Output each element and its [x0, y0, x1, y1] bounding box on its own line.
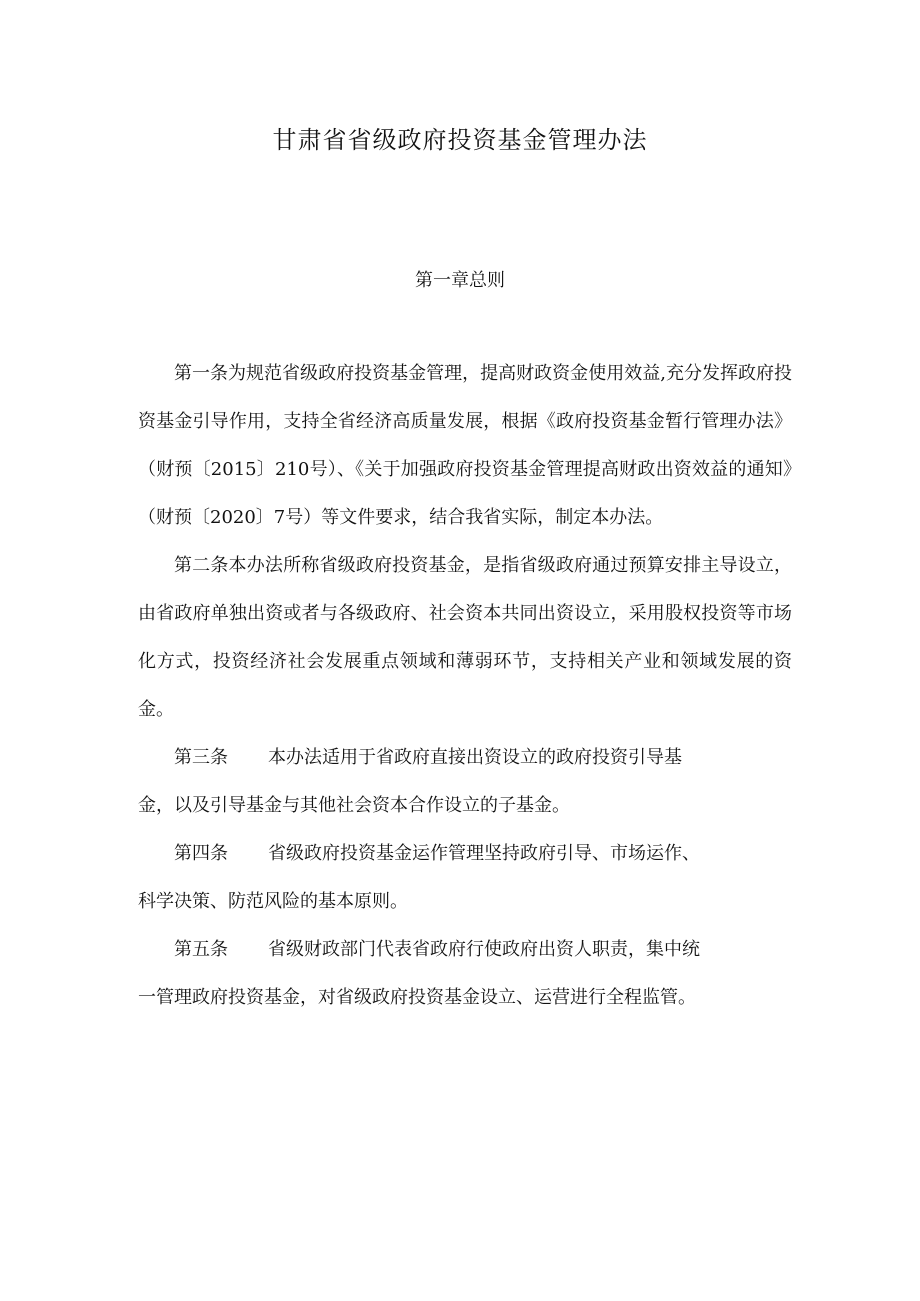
- article-2: 第二条本办法所称省级政府投资基金，是指省级政府通过预算安排主导设立，由省政府单独出资或者与各级政府、社会资本共同出资设立，采用股权投资等市场化方式，投资经济社会发展重点领域和薄弱环节，支持相关产业和领域发展的资金。: [138, 555, 792, 720]
- article-4-label: 第四条: [174, 843, 228, 864]
- article-3: [138, 734, 792, 830]
- article-5: [138, 926, 792, 1022]
- article-4-text-1: 省级政府投资基金运作管理坚持政府引导、市场运作、: [268, 843, 700, 864]
- article-5-line-1: [138, 926, 792, 974]
- article-3-text-1: 本办法适用于省政府直接出资设立的政府投资引导基: [268, 747, 682, 768]
- article-3-line-1: [138, 734, 792, 782]
- document-title: 甘肃省省级政府投资基金管理办法: [272, 126, 648, 154]
- article-1: 第一条为规范省级政府投资基金管理，提高财政资金使用效益,充分发挥政府投资基金引导作用，支持全省经济高质量发展，根据《政府投资基金暂行管理办法》（财预〔2015〕210号）、《关于加强政府投资基金管理提高财政出资效益的通知》（财预〔2020〕7号）等文件要求，结合我省实际，制定本办法。: [138, 363, 792, 528]
- article-3-label: 第三条: [174, 747, 228, 768]
- document-body: [138, 350, 792, 1022]
- article-4-line-1: [138, 830, 792, 878]
- article-5-line-2: 一管理政府投资基金，对省级政府投资基金设立、运营进行全程监管。: [138, 987, 696, 1008]
- article-5-text-1: 省级财政部门代表省政府行使政府出资人职责，集中统: [268, 939, 700, 960]
- article-4: [138, 830, 792, 926]
- article-3-line-2: 金，以及引导基金与其他社会资本合作设立的子基金。: [138, 795, 570, 816]
- article-5-label: 第五条: [174, 939, 228, 960]
- chapter-heading: 第一章总则: [415, 270, 505, 291]
- article-4-line-2: 科学决策、防范风险的基本原则。: [138, 891, 408, 912]
